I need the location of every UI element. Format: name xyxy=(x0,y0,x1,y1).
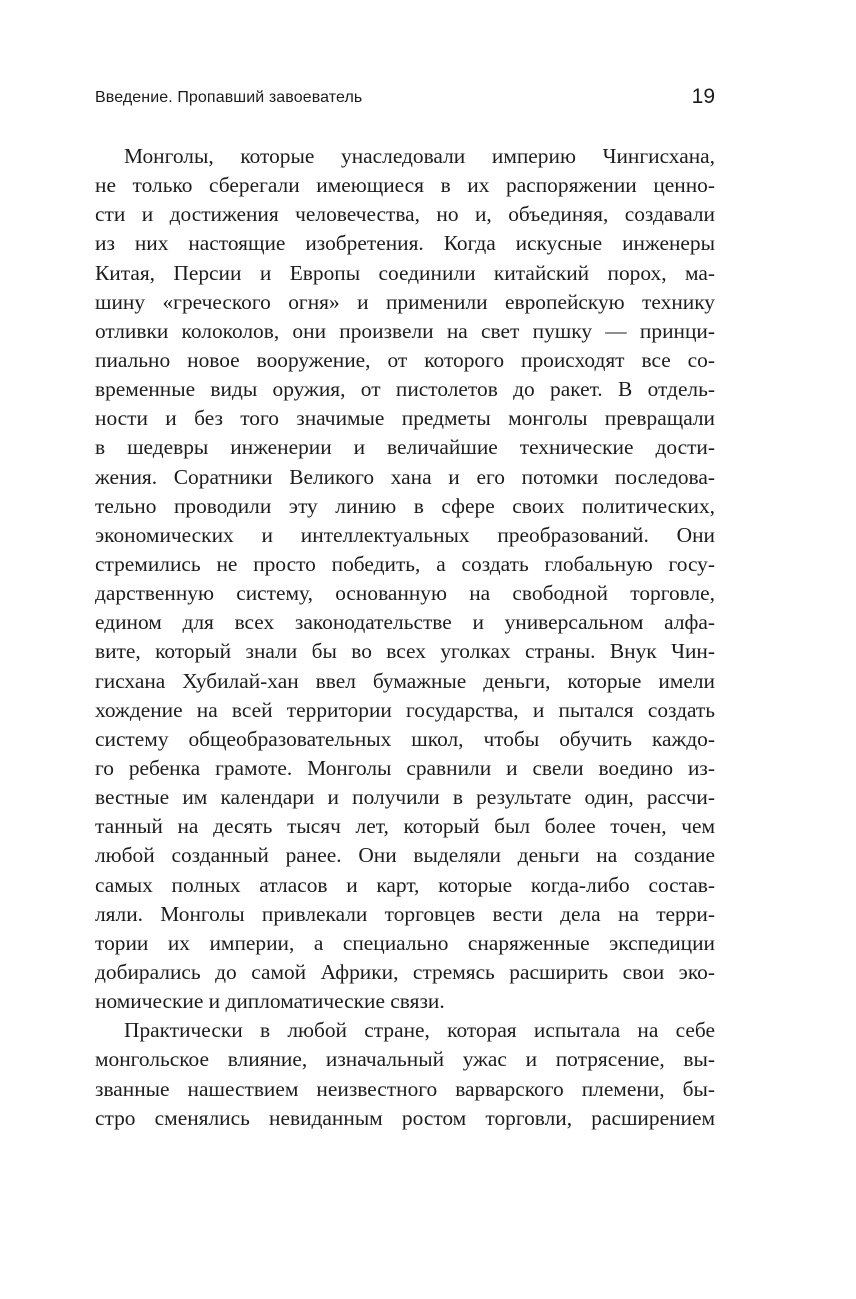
text-line: стро сменялись невиданным ростом торговли, расширением xyxy=(95,1105,715,1130)
text-line: добирались до самой Африки, стремясь расширить свои эко- xyxy=(95,959,715,984)
running-header xyxy=(95,85,715,115)
text-line: временные виды оружия, от пистолетов до ракет. В отдель- xyxy=(95,377,715,402)
text-line: хождение на всей территории государства, и пытался создать xyxy=(95,697,715,722)
text-line: жения. Соратники Великого хана и его потомки последова- xyxy=(95,464,715,489)
text-line: Китая, Персии и Европы соединили китайский порох, ма- xyxy=(95,260,715,285)
text-line: систему общеобразовательных школ, чтобы обучить каждо- xyxy=(95,726,715,751)
text-line: дарственную систему, основанную на свободной торговле, xyxy=(95,581,715,606)
text-line: из них настоящие изобретения. Когда искусные инженеры xyxy=(95,231,715,256)
text-line: ляли. Монголы привлекали торговцев вести дела на терри- xyxy=(95,901,715,926)
text-line: вестные им календари и получили в результате один, рассчи- xyxy=(95,785,715,810)
text-line: танный на десять тысяч лет, который был более точен, чем xyxy=(95,814,715,839)
text-line: любой созданный ранее. Они выделяли деньги на создание xyxy=(95,843,715,868)
text-line: не только сберегали имеющиеся в их распоряжении ценно- xyxy=(95,173,715,198)
text-line: тельно проводили эту линию в сфере своих политических, xyxy=(95,493,715,518)
text-line: экономических и интеллектуальных преобразований. Они xyxy=(95,522,715,547)
text-line: отливки колоколов, они произвели на свет пушку — принци- xyxy=(95,318,715,343)
paragraph xyxy=(95,142,715,1016)
text-line: самых полных атласов и карт, которые когда-либо состав- xyxy=(95,872,715,897)
section-title: Введение. Пропавший завоеватель xyxy=(95,89,363,106)
text-line: гисхана Хубилай-хан ввел бумажные деньги, которые имели xyxy=(95,668,715,693)
text-line: Монголы, которые унаследовали империю Чингисхана, xyxy=(124,144,715,168)
text-line: в шедевры инженерии и величайшие технические дости- xyxy=(95,435,715,460)
text-line: Практически в любой стране, которая испытала на себе xyxy=(124,1018,715,1043)
text-line: пиально новое вооружение, от которого происходят все со- xyxy=(95,347,715,372)
text-line: званные нашествием неизвестного варварского племени, бы- xyxy=(95,1076,715,1101)
text-line: едином для всех законодательстве и универсальном алфа- xyxy=(95,610,715,635)
text-line: сти и достижения человечества, но и, объединяя, создавали xyxy=(95,202,715,227)
text-line: номические и дипломатические связи. xyxy=(95,989,445,1014)
text-line: шину «греческого огня» и применили европейскую технику xyxy=(95,289,715,314)
paragraph xyxy=(95,1016,715,1133)
text-line: го ребенка грамоте. Монголы сравнили и свели воедино из- xyxy=(95,755,715,780)
text-line: тории их империи, а специально снаряженные экспедиции xyxy=(95,930,715,955)
page-number: 19 xyxy=(691,85,715,108)
body-text xyxy=(95,142,715,1133)
text-line: ности и без того значимые предметы монголы превращали xyxy=(95,406,715,431)
text-line: вите, который знали бы во всех уголках страны. Внук Чин- xyxy=(95,639,715,664)
text-line: стремились не просто победить, а создать глобальную госу- xyxy=(95,551,715,576)
text-line: монгольское влияние, изначальный ужас и потрясение, вы- xyxy=(95,1047,715,1072)
